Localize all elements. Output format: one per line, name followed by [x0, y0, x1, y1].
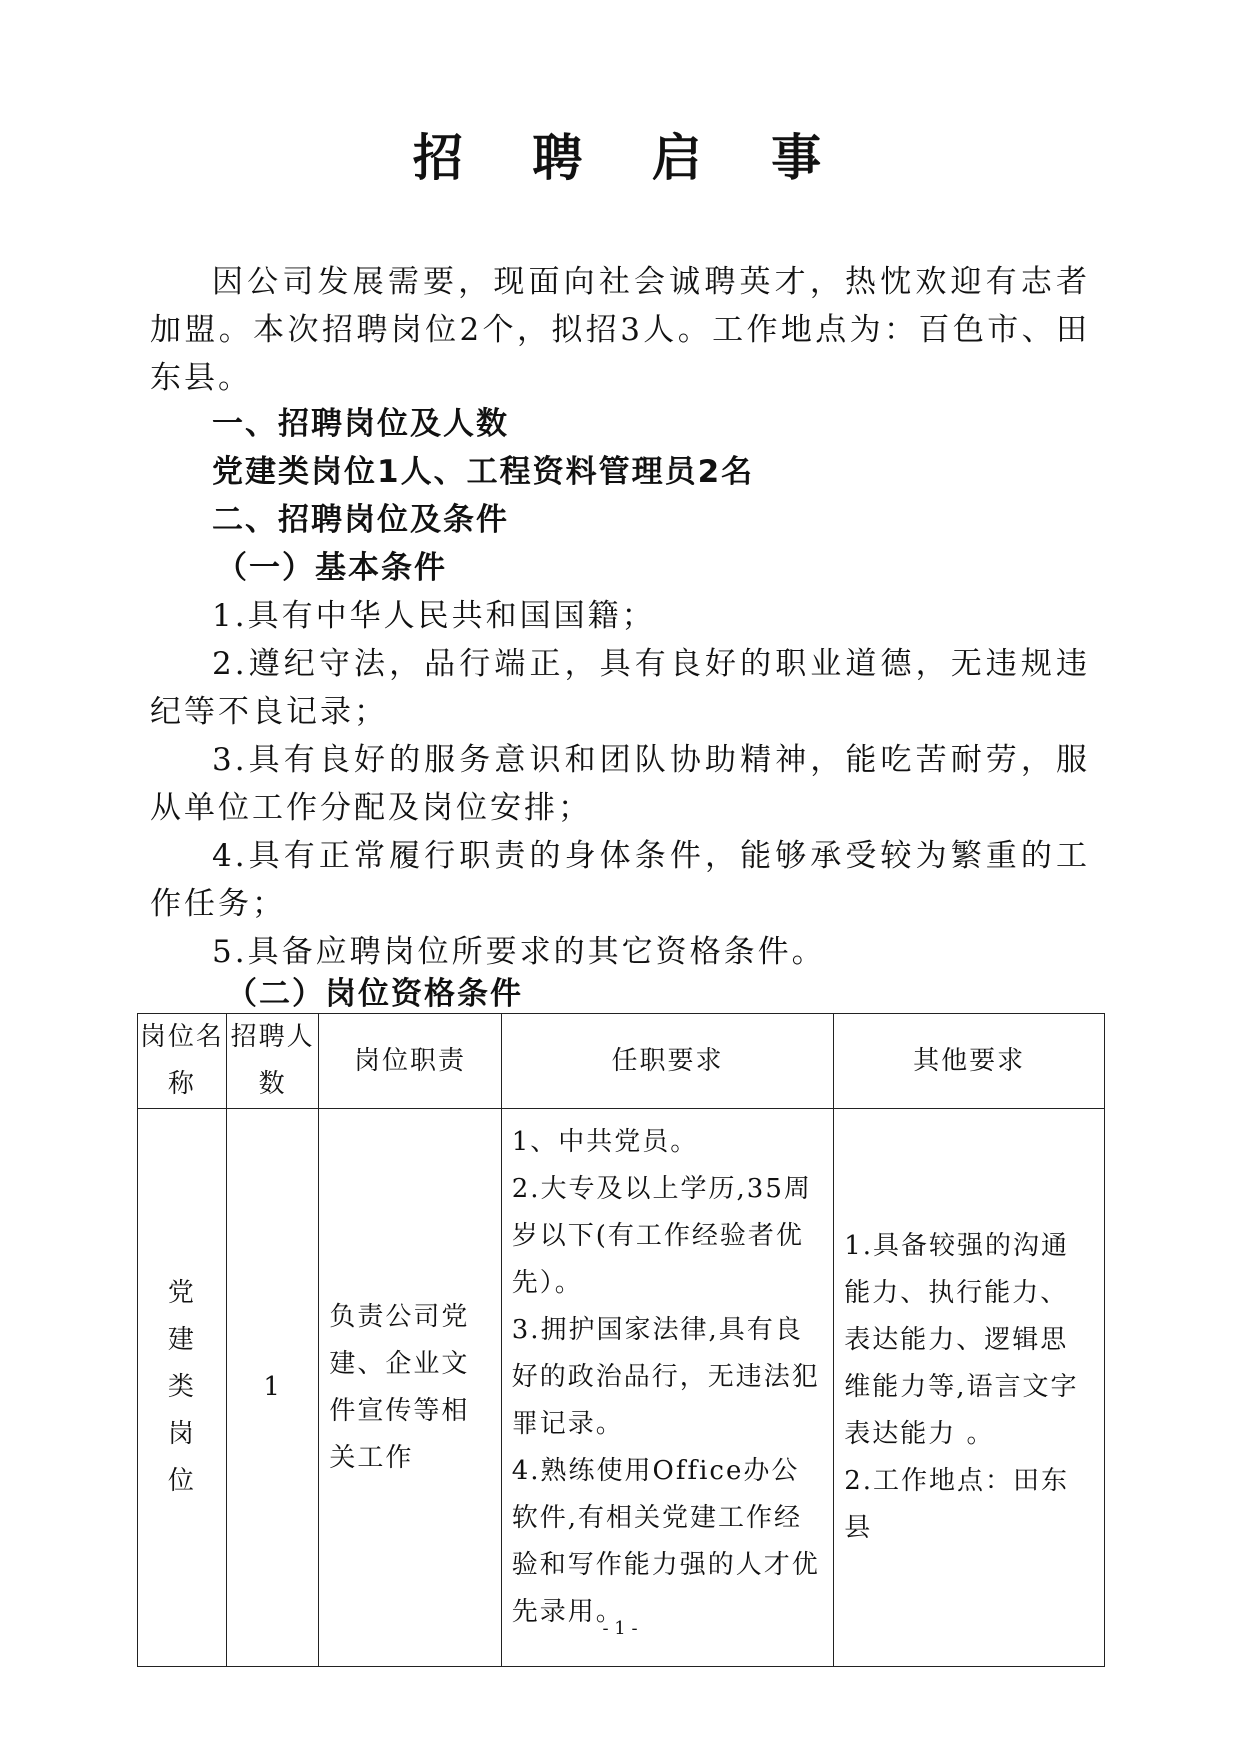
other-item: 1.具备较强的沟通能力、执行能力、表达能力、逻辑思维能力等,语言文字表达能力 。: [844, 1231, 1079, 1449]
cell-duties: 负责公司党建、企业文件宣传等相关工作: [319, 1109, 501, 1667]
requirement-item: 1、中共党员。: [511, 1127, 699, 1157]
condition-item-1: 1.具有中华人民共和国国籍；: [212, 598, 656, 634]
table-row: [138, 1109, 1105, 1667]
qualifications-heading: （二）岗位资格条件: [226, 976, 523, 1012]
condition-item-4: 4.具有正常履行职责的身体条件，能够承受较为繁重的工作任务；: [150, 838, 1090, 922]
requirement-item: 2.大专及以上学历,35周岁以下(有工作经验者优先）。: [511, 1174, 812, 1298]
basic-conditions-heading: （一）基本条件: [216, 550, 447, 586]
cell-position-name: 党建类岗位: [138, 1109, 227, 1667]
requirement-item: 3.拥护国家法律,具有良好的政治品行，无违法犯罪记录。: [511, 1315, 820, 1439]
intro-paragraph: 因公司发展需要，现面向社会诚聘英才，热忱欢迎有志者加盟。本次招聘岗位2个，拟招3人。工作地点为：百色市、田东县。: [150, 264, 1090, 396]
cell-other: [834, 1109, 1105, 1667]
cell-requirements: [501, 1109, 834, 1667]
page-number: - 1 -: [602, 1618, 638, 1639]
page-title: 招 聘 启 事: [412, 129, 848, 187]
header-headcount: 招聘人数: [226, 1014, 319, 1109]
section1-heading: 一、招聘岗位及人数: [212, 406, 509, 442]
condition-item-5: 5.具备应聘岗位所要求的其它资格条件。: [212, 934, 826, 970]
cell-headcount: 1: [226, 1109, 319, 1667]
section1-content: 党建类岗位1人、工程资料管理员2名: [212, 454, 755, 490]
other-item: 2.工作地点：田东县: [844, 1466, 1070, 1543]
requirement-item: 4.熟练使用Office办公软件,有相关党建工作经验和写作能力强的人才优先录用。: [511, 1456, 820, 1627]
header-requirements: 任职要求: [501, 1014, 834, 1109]
header-position-name: 岗位名称: [138, 1014, 227, 1109]
condition-item-3: 3.具有良好的服务意识和团队协助精神，能吃苦耐劳，服从单位工作分配及岗位安排；: [150, 742, 1090, 826]
condition-item-2: 2.遵纪守法，品行端正，具有良好的职业道德，无违规违纪等不良记录；: [150, 646, 1090, 730]
header-duties: 岗位职责: [319, 1014, 501, 1109]
section2-heading: 二、招聘岗位及条件: [212, 502, 509, 538]
header-other: 其他要求: [834, 1014, 1105, 1109]
table-header-row: [138, 1014, 1105, 1109]
position-table: [137, 1013, 1105, 1667]
